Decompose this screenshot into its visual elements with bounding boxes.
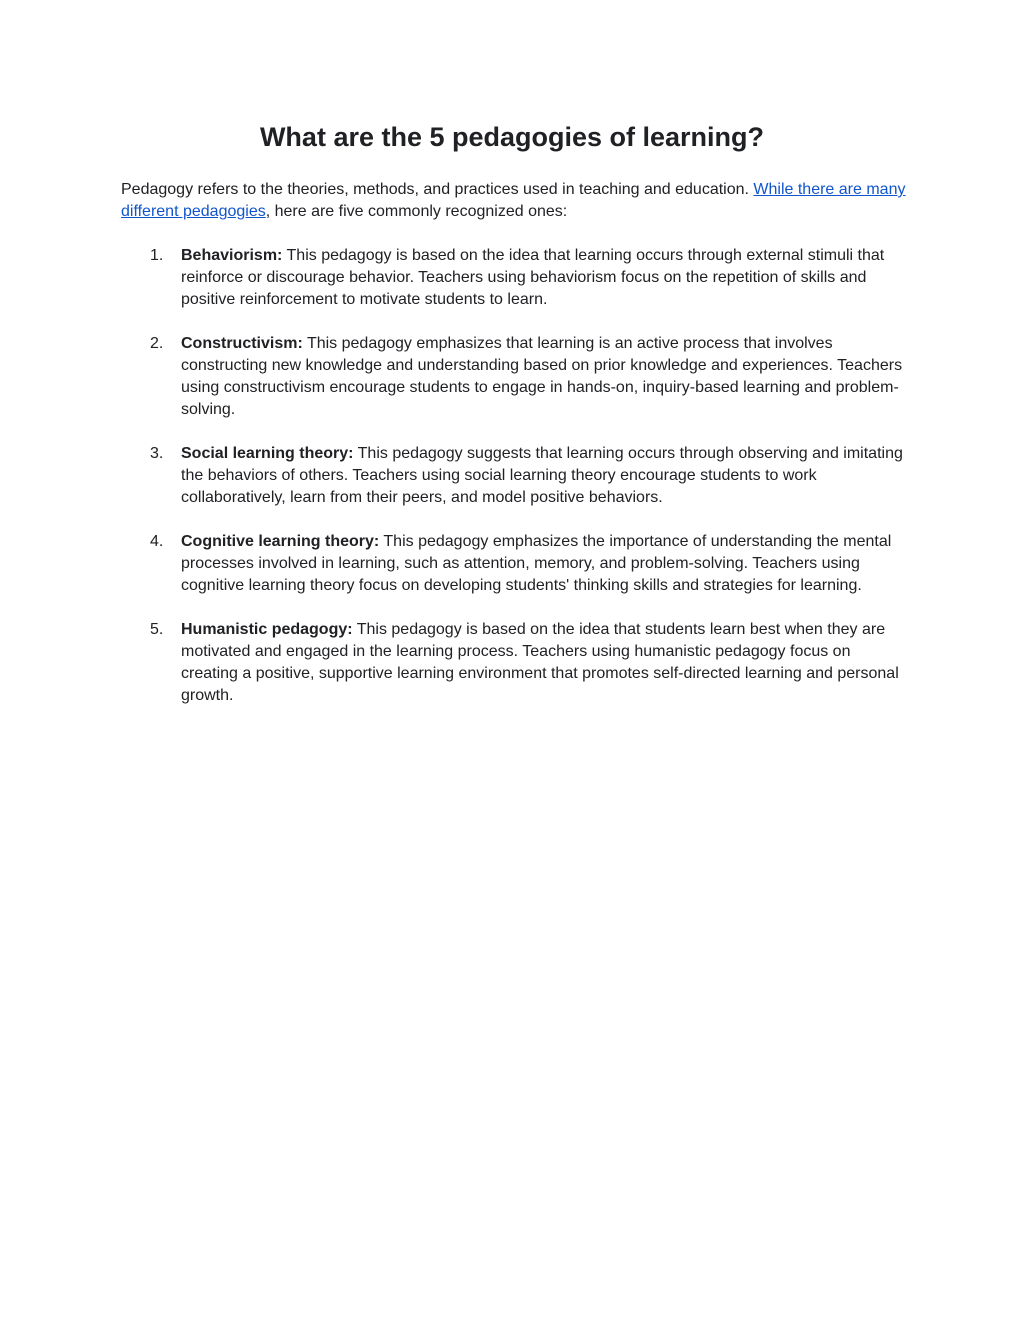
list-item-term: Social learning theory: xyxy=(181,445,354,462)
list-item-number: 2. xyxy=(150,335,164,352)
list-item-term: Humanistic pedagogy: xyxy=(181,621,353,638)
list-item-number: 1. xyxy=(150,247,164,264)
intro-paragraph xyxy=(121,179,911,223)
intro-text-start: Pedagogy refers to the theories, methods, and practices used in teaching and education. xyxy=(121,181,754,198)
intro-text-end: , here are five commonly recognized ones: xyxy=(265,203,568,220)
list-item-term: Constructivism: xyxy=(181,335,303,352)
list-item xyxy=(121,443,911,509)
list-item-text: This pedagogy suggests that learning occurs through observing and imitating the behaviors of others. Teachers using social learning theory encourage students to work collaboratively, learn from their peers, and model positive behaviors. xyxy=(181,445,903,506)
list-item-text: This pedagogy emphasizes the importance of understanding the mental processes involved in learning, such as attention, memory, and problem-solving. Teachers using cognitive learning theory focus on developing students' thinking skills and strategies for learning. xyxy=(181,533,892,594)
list-item-term: Cognitive learning theory: xyxy=(181,533,380,550)
pedagogies-link[interactable]: While there are many different pedagogies xyxy=(121,181,906,220)
list-item xyxy=(121,619,911,707)
pedagogies-list xyxy=(121,245,911,729)
list-item-number: 4. xyxy=(150,533,164,550)
list-item-text: This pedagogy is based on the idea that learning occurs through external stimuli that reinforce or discourage behavior. Teachers using behaviorism focus on the repetition of skills and positive reinforcement to motivate students to learn. xyxy=(181,247,885,308)
list-item-text: This pedagogy is based on the idea that students learn best when they are motivated and engaged in the learning process. Teachers using humanistic pedagogy focus on creating a positive, supportive learning environment that promotes self-directed learning and personal growth. xyxy=(181,621,899,704)
page-title: What are the 5 pedagogies of learning? xyxy=(259,122,765,152)
list-item-number: 5. xyxy=(150,621,164,638)
list-item-text: This pedagogy emphasizes that learning is an active process that involves constructing new knowledge and understanding based on prior knowledge and experiences. Teachers using constructivism encourage students to engage in hands-on, inquiry-based learning and problem-solving. xyxy=(181,335,903,418)
list-item xyxy=(121,531,911,597)
list-item-number: 3. xyxy=(150,445,164,462)
list-item xyxy=(121,245,911,311)
list-item xyxy=(121,333,911,421)
list-item-term: Behaviorism: xyxy=(181,247,283,264)
